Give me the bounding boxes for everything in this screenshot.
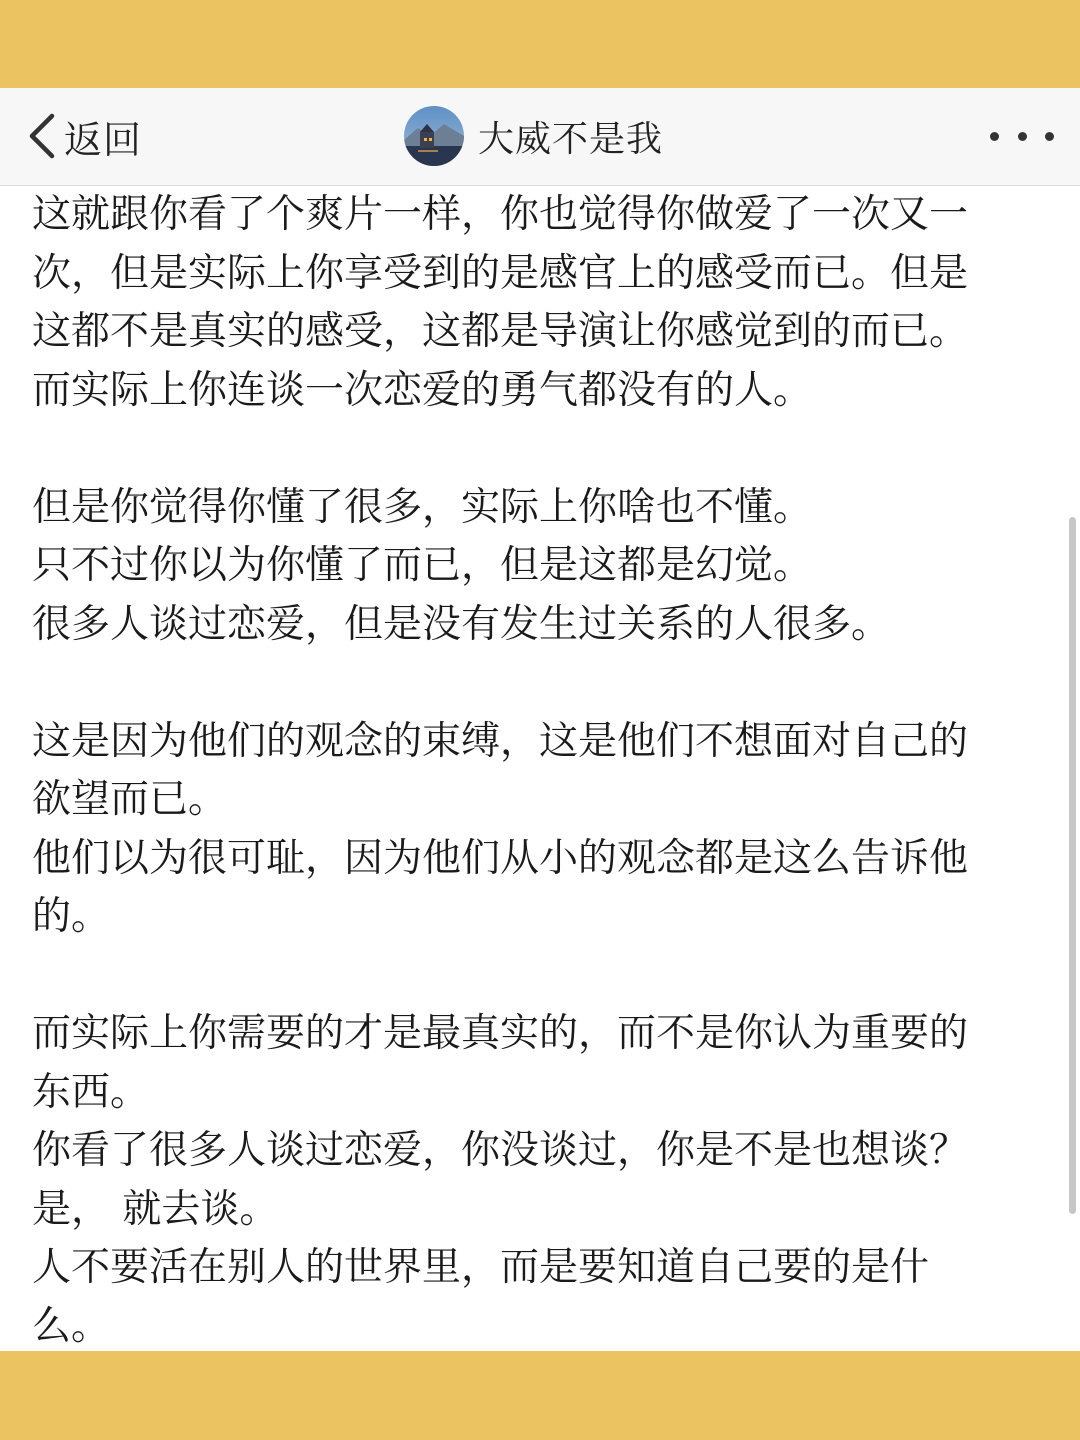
avatar[interactable] xyxy=(404,106,464,166)
chevron-left-icon xyxy=(22,111,62,161)
text-line: 很多人谈过恋爱，但是没有发生过关系的人很多。 xyxy=(32,601,891,647)
profile-name[interactable]: 大威不是我 xyxy=(478,118,664,160)
text-line: 这就跟你看了个爽片一样，你也觉得你做爱了一次又一 xyxy=(32,192,969,237)
back-button[interactable] xyxy=(22,106,142,166)
paragraph xyxy=(32,713,1032,947)
post-body xyxy=(32,186,1032,1351)
top-decorative-band xyxy=(0,0,1080,88)
profile-header[interactable] xyxy=(404,98,663,174)
navigation-bar xyxy=(0,88,1080,186)
text-line: 欲望而已。 xyxy=(32,777,228,822)
text-line: 人不要活在别人的世界里，而是要知道自己要的是什 xyxy=(32,1245,930,1290)
paragraph xyxy=(32,1005,1032,1351)
text-line: 这是因为他们的观念的束缚，这是他们不想面对自己的 xyxy=(32,718,969,764)
more-button[interactable] xyxy=(990,118,1054,154)
text-line: 而实际上你连谈一次恋爱的勇气都没有的人。 xyxy=(32,367,813,413)
more-dots-icon xyxy=(1018,132,1027,141)
bottom-decorative-band xyxy=(0,1351,1080,1440)
more-dots-icon xyxy=(1045,132,1054,141)
text-line: 你看了很多人谈过恋爱，你没谈过，你是不是也想谈？ xyxy=(32,1128,969,1173)
text-line: 但是你觉得你懂了很多，实际上你啥也不懂。 xyxy=(32,484,813,530)
text-line: 东西。 xyxy=(32,1069,150,1115)
text-line: 么。 xyxy=(32,1303,111,1349)
text-line: 他们以为很可耻，因为他们从小的观念都是这么告诉他 xyxy=(32,835,969,881)
text-line: 次，但是实际上你享受到的是感官上的感受而已。但是 xyxy=(32,250,969,296)
paragraph-gap xyxy=(32,654,1032,713)
more-dots-icon xyxy=(990,132,999,141)
scrollbar[interactable] xyxy=(1069,517,1076,1214)
paragraph xyxy=(32,186,1032,420)
back-label: 返回 xyxy=(64,117,143,162)
text-line: 只不过你以为你懂了而已，但是这都是幻觉。 xyxy=(32,543,813,588)
text-line: 这都不是真实的感受，这都是导演让你感觉到的而已。 xyxy=(32,309,969,354)
paragraph-gap xyxy=(32,420,1032,479)
text-line: 而实际上你需要的才是最真实的，而不是你认为重要的 xyxy=(32,1011,969,1056)
text-line: 的。 xyxy=(32,894,111,939)
paragraph-gap xyxy=(32,947,1032,1006)
text-line: 是， 就去谈。 xyxy=(32,1186,279,1232)
paragraph xyxy=(32,479,1032,655)
